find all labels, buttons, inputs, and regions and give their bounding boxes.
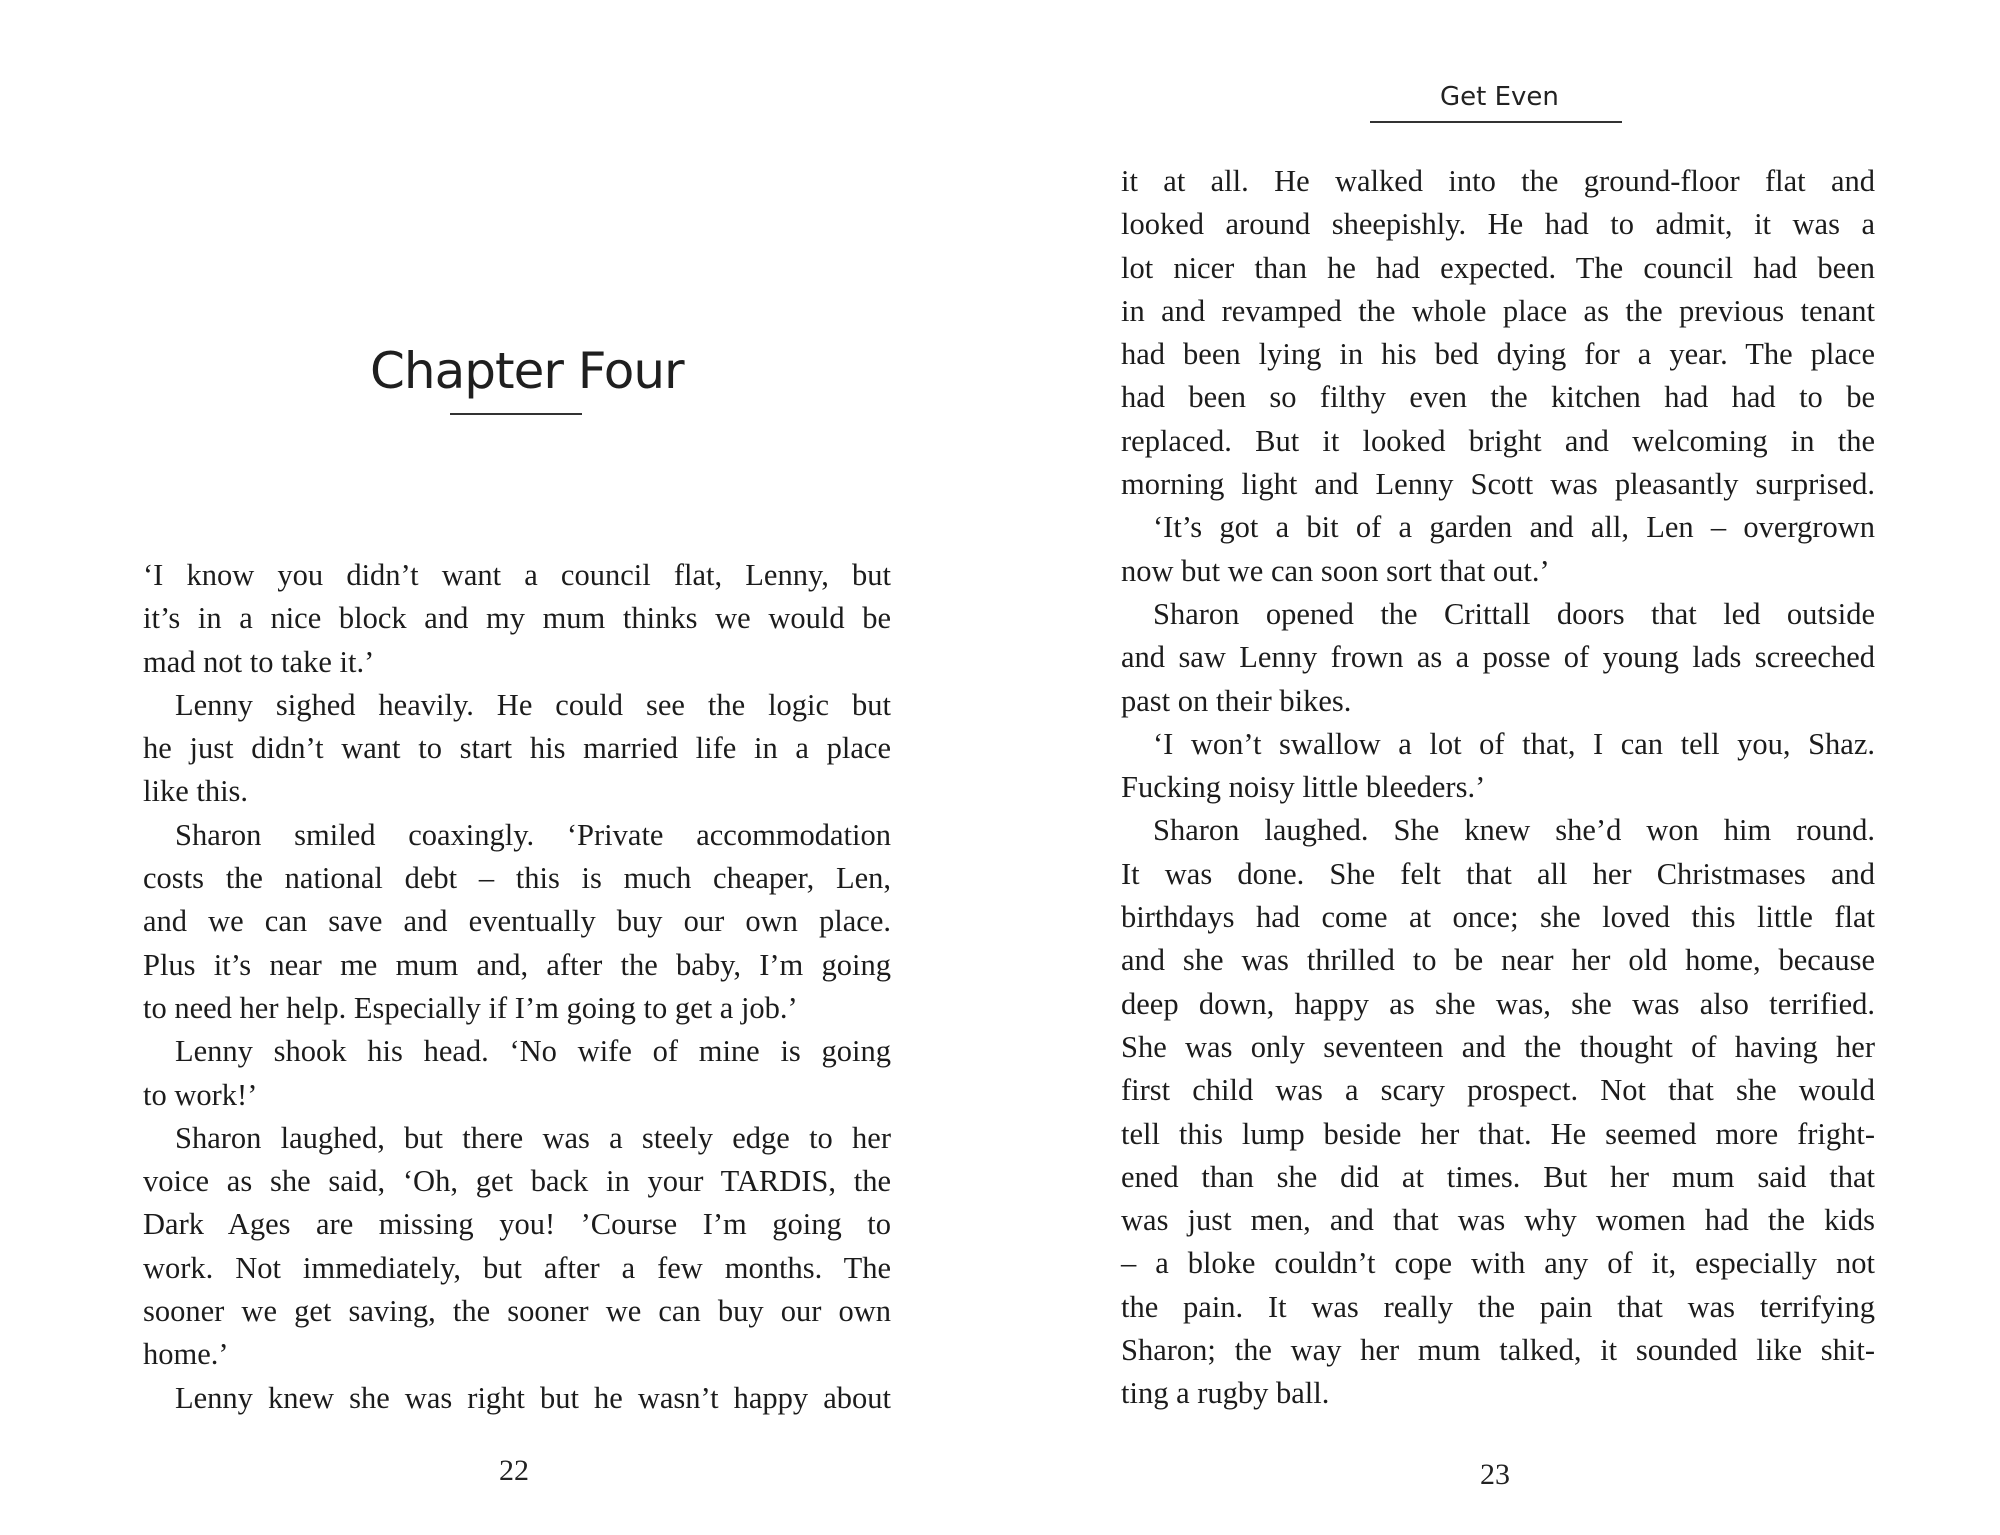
text-line: it at all. He walked into the ground-floor flat and bbox=[1121, 164, 1875, 198]
text-line: It was done. She felt that all her Christmases and bbox=[1121, 856, 1875, 891]
text-line: ‘I won’t swallow a lot of that, I can tell you, Shaz. bbox=[1153, 726, 1875, 761]
text-line: tell this lump beside her that. He seemed more fright- bbox=[1121, 1116, 1875, 1151]
text-line: costs the national debt – this is much cheaper, Len, bbox=[143, 861, 891, 896]
text-line: first child was a scary prospect. Not that she would bbox=[1121, 1073, 1875, 1108]
text-line: Plus it’s near me mum and, after the baby, I’m going bbox=[143, 947, 891, 982]
text-line: She was only seventeen and the thought of having her bbox=[1121, 1029, 1875, 1064]
text-line: Lenny knew she was right but he wasn’t happy about bbox=[175, 1380, 891, 1415]
text-line: ting a rugby ball. bbox=[1121, 1376, 1330, 1411]
text-line: Sharon; the way her mum talked, it sounded like shit- bbox=[1121, 1333, 1875, 1368]
text-line: ‘I know you didn’t want a council flat, Lenny, but bbox=[143, 558, 891, 592]
text-line: sooner we get saving, the sooner we can buy our own bbox=[143, 1294, 891, 1329]
text-line: now but we can soon sort that out.’ bbox=[1121, 553, 1550, 588]
text-line: to work!’ bbox=[143, 1077, 258, 1112]
text-line: Lenny shook his head. ‘No wife of mine is going bbox=[175, 1034, 891, 1069]
text-line: Dark Ages are missing you! ’Course I’m going to bbox=[143, 1207, 891, 1242]
text-line: morning light and Lenny Scott was pleasantly surprised. bbox=[1121, 467, 1875, 502]
text-line: in and revamped the whole place as the previous tenant bbox=[1121, 293, 1875, 328]
page-number-left: 22 bbox=[499, 1454, 529, 1487]
text-line: ened than she did at times. But her mum said that bbox=[1121, 1159, 1875, 1194]
text-line: Lenny sighed heavily. He could see the logic but bbox=[175, 687, 891, 722]
text-line: home.’ bbox=[143, 1337, 229, 1372]
text-line: – a bloke couldn’t cope with any of it, especially not bbox=[1121, 1246, 1875, 1281]
text-line: and we can save and eventually buy our own place. bbox=[143, 904, 891, 939]
text-line: ‘It’s got a bit of a garden and all, Len – overgrown bbox=[1153, 510, 1875, 545]
text-line: work. Not immediately, but after a few months. The bbox=[143, 1250, 891, 1285]
text-line: past on their bikes. bbox=[1121, 683, 1352, 718]
text-line: and she was thrilled to be near her old home, because bbox=[1121, 943, 1875, 978]
text-line: replaced. But it looked bright and welcoming in the bbox=[1121, 423, 1875, 458]
text-line: like this. bbox=[143, 774, 249, 809]
text-line: had been lying in his bed dying for a year. The place bbox=[1121, 337, 1875, 372]
text-line: he just didn’t want to start his married life in a place bbox=[143, 731, 891, 766]
right-page bbox=[1000, 0, 2000, 1535]
text-line: mad not to take it.’ bbox=[143, 644, 375, 679]
text-line: it’s in a nice block and my mum thinks we would be bbox=[143, 601, 891, 636]
text-line: voice as she said, ‘Oh, get back in your TARDIS, the bbox=[143, 1164, 891, 1199]
text-line: Sharon laughed. She knew she’d won him round. bbox=[1153, 813, 1875, 848]
text-line: to need her help. Especially if I’m going to get a job.’ bbox=[143, 990, 798, 1025]
running-head: Get Even bbox=[1440, 82, 1559, 112]
text-line: and saw Lenny frown as a posse of young lads screeched bbox=[1121, 640, 1875, 675]
text-line: deep down, happy as she was, she was also terrified. bbox=[1121, 986, 1875, 1021]
text-line: Fucking noisy little bleeders.’ bbox=[1121, 770, 1486, 805]
text-line: was just men, and that was why women had the kids bbox=[1121, 1203, 1875, 1238]
chapter-title: Chapter Four bbox=[370, 342, 684, 400]
right-page-body bbox=[1121, 160, 1875, 1416]
text-line: the pain. It was really the pain that was terrifying bbox=[1121, 1289, 1875, 1324]
text-line: Sharon smiled coaxingly. ‘Private accommodation bbox=[175, 817, 891, 852]
page-number-right: 23 bbox=[1480, 1458, 1510, 1491]
text-line: Sharon opened the Crittall doors that led outside bbox=[1153, 596, 1875, 631]
chapter-title-rule bbox=[450, 413, 582, 415]
running-head-rule bbox=[1370, 121, 1622, 123]
text-line: Sharon laughed, but there was a steely edge to her bbox=[175, 1120, 891, 1155]
text-line: lot nicer than he had expected. The council had been bbox=[1121, 250, 1875, 285]
text-line: birthdays had come at once; she loved this little flat bbox=[1121, 900, 1875, 935]
text-line: had been so filthy even the kitchen had had to be bbox=[1121, 380, 1875, 415]
text-line: looked around sheepishly. He had to admit, it was a bbox=[1121, 207, 1875, 242]
left-page-body bbox=[143, 554, 891, 1420]
